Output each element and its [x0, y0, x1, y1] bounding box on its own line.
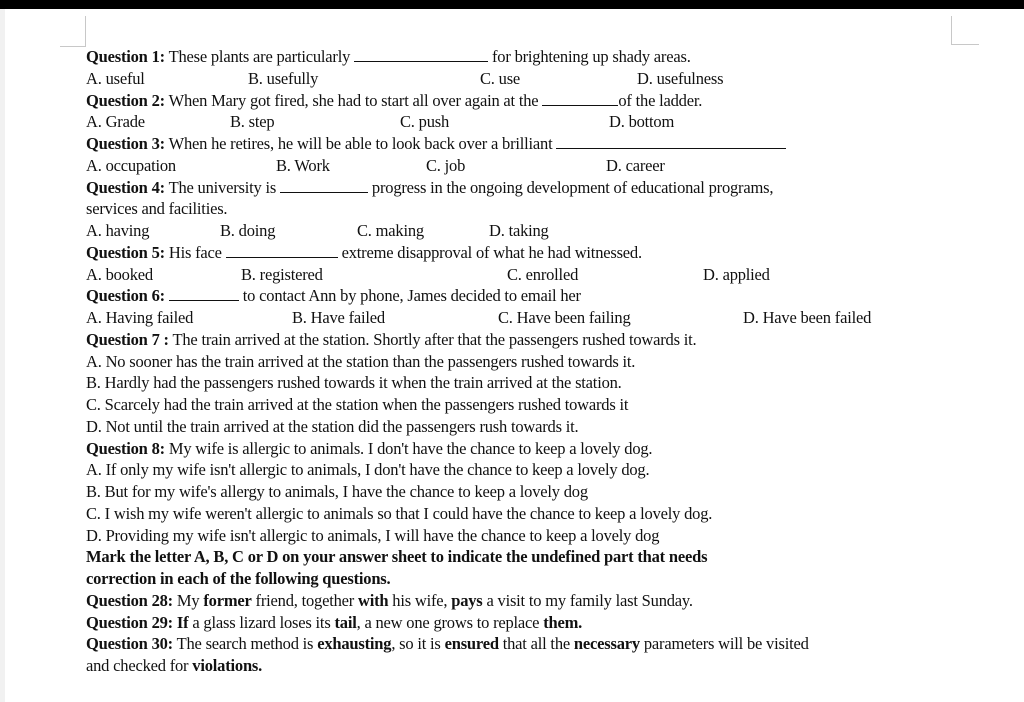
question-text: The train arrived at the station. Shortly after that the passengers rushed towards it.	[168, 329, 697, 349]
question-text: When Mary got fired, she had to start all over again at the	[164, 90, 543, 110]
answer-blank	[226, 243, 338, 258]
option-c: C. job	[426, 155, 466, 175]
question-label: Question 4:	[86, 177, 165, 197]
margin-corner-mark-right	[951, 16, 952, 44]
option-c: C. I wish my wife weren't allergic to animals so that I could have the chance to keep a lovely dog.	[86, 503, 713, 523]
question-text: My wife is allergic to animals. I don't have the chance to keep a lovely dog.	[164, 438, 653, 458]
question-label: Question 2:	[86, 90, 165, 110]
question-3	[86, 133, 956, 155]
answer-blank	[169, 286, 239, 301]
question-label: Question 28:	[86, 590, 173, 610]
underlined-part: with	[357, 590, 389, 610]
question-30	[86, 633, 956, 655]
option-b: B. Work	[276, 155, 330, 175]
underlined-part: ensured	[444, 634, 499, 654]
question-text: of the ladder.	[618, 90, 703, 110]
underlined-part: necessary	[573, 634, 640, 654]
option-a: A. having	[86, 221, 150, 240]
option-d: D. taking	[489, 221, 549, 240]
question-label: Question 29:	[86, 612, 173, 632]
options-5	[86, 264, 956, 286]
instruction-text: correction in each of the following questions.	[86, 569, 391, 588]
window-top-bar	[0, 0, 1024, 9]
option-d: D. career	[606, 155, 665, 175]
question-text: that all the	[498, 634, 574, 654]
option-d: D. Not until the train arrived at the station did the passengers rush towards it.	[86, 416, 579, 436]
instruction-line-1	[86, 546, 956, 568]
question-29	[86, 612, 956, 634]
question-30-continued	[86, 655, 956, 677]
option-b: B. But for my wife's allergy to animals, I have the chance to keep a lovely dog	[86, 482, 588, 501]
document-body	[86, 46, 956, 677]
options-2	[86, 111, 956, 133]
margin-corner-mark-left-h	[60, 46, 86, 47]
question-4-continued: services and facilities.	[86, 199, 228, 219]
question-label: Question 6:	[86, 286, 165, 306]
underlined-part: If	[172, 612, 189, 632]
question-text: to contact Ann by phone, James decided to email her	[238, 286, 581, 306]
window-left-edge	[0, 9, 5, 702]
option-d: D. Have been failed	[743, 308, 872, 327]
option-b: B. step	[230, 112, 275, 132]
margin-corner-mark-left	[85, 16, 86, 47]
option-a: A. No sooner has the train arrived at the station than the passengers rushed towards it.	[86, 351, 636, 371]
option-d: D. applied	[703, 264, 770, 284]
question-text: friend, together	[251, 590, 358, 610]
option-c: C. push	[400, 112, 450, 132]
option-c: C. Have been failing	[498, 308, 631, 327]
question-text: parameters will be visited	[639, 634, 809, 654]
question-28	[86, 590, 956, 612]
margin-corner-mark-right-h	[951, 44, 979, 45]
question-label: Question 8:	[86, 438, 165, 458]
option-c: C. enrolled	[507, 264, 579, 284]
question-1	[86, 46, 956, 68]
option-a: A. Having failed	[86, 308, 194, 327]
underlined-part: pays	[451, 590, 483, 610]
option-c: C. Scarcely had the train arrived at the station when the passengers rushed towards it	[86, 395, 629, 414]
option-b: B. registered	[241, 264, 323, 284]
question-text: When he retires, he will be able to look back over a brilliant	[164, 134, 557, 153]
option-a: A. Grade	[86, 112, 145, 132]
options-4	[86, 220, 956, 242]
option-b: B. Have failed	[292, 308, 385, 327]
underlined-part: exhausting	[317, 634, 392, 654]
option-b: B. usefully	[248, 68, 319, 88]
question-text: a glass lizard loses its	[188, 612, 335, 632]
answer-blank	[542, 91, 618, 106]
option-d: D. usefulness	[637, 68, 724, 88]
question-text: his wife,	[388, 590, 452, 610]
answer-blank	[354, 47, 488, 62]
answer-blank	[280, 178, 368, 193]
question-text: extreme disapproval of what he had witnessed.	[337, 242, 642, 262]
underlined-part: tail	[334, 612, 357, 632]
question-label: Question 30:	[86, 634, 173, 654]
underlined-part: violations.	[192, 656, 263, 675]
instruction-line-2	[86, 568, 956, 590]
question-7	[86, 329, 956, 351]
options-6	[86, 307, 956, 329]
underlined-part: former	[203, 590, 252, 610]
question-text: a visit to my family last Sunday.	[482, 590, 693, 610]
option-a: A. booked	[86, 264, 153, 284]
question-text: and checked for	[86, 656, 193, 675]
question-text: His face	[164, 242, 226, 262]
underlined-part: them.	[543, 612, 583, 632]
question-label: Question 3:	[86, 134, 165, 153]
question-text: These plants are particularly	[164, 47, 355, 66]
question-4	[86, 177, 956, 199]
options-3	[86, 155, 956, 177]
question-8	[86, 438, 956, 460]
question-text: My	[172, 590, 204, 610]
question-label: Question 7 :	[86, 329, 169, 349]
option-c: C. making	[357, 221, 424, 240]
question-text: The search method is	[172, 634, 318, 654]
question-text: , a new one grows to replace	[356, 612, 544, 632]
option-a: A. occupation	[86, 155, 176, 175]
question-2	[86, 90, 956, 112]
options-1	[86, 68, 956, 90]
instruction-text: Mark the letter A, B, C or D on your answer sheet to indicate the undefined part that needs	[86, 547, 708, 567]
option-d: D. bottom	[609, 112, 675, 132]
question-text: , so it is	[391, 634, 445, 654]
question-label: Question 5:	[86, 242, 165, 262]
option-a: A. useful	[86, 68, 145, 88]
question-text: for brightening up shady areas.	[488, 47, 691, 66]
option-a: A. If only my wife isn't allergic to animals, I don't have the chance to keep a lovely dog.	[86, 460, 650, 480]
option-b: B. Hardly had the passengers rushed towards it when the train arrived at the station.	[86, 373, 622, 393]
question-text: The university is	[164, 177, 280, 197]
question-6	[86, 285, 956, 307]
option-d: D. Providing my wife isn't allergic to animals, I will have the chance to keep a lovely dog	[86, 525, 660, 545]
option-c: C. use	[480, 68, 521, 88]
answer-blank	[556, 134, 786, 149]
option-b: B. doing	[220, 221, 276, 240]
question-5	[86, 242, 956, 264]
question-text: progress in the ongoing development of educational programs,	[368, 177, 774, 197]
question-label: Question 1:	[86, 47, 165, 66]
